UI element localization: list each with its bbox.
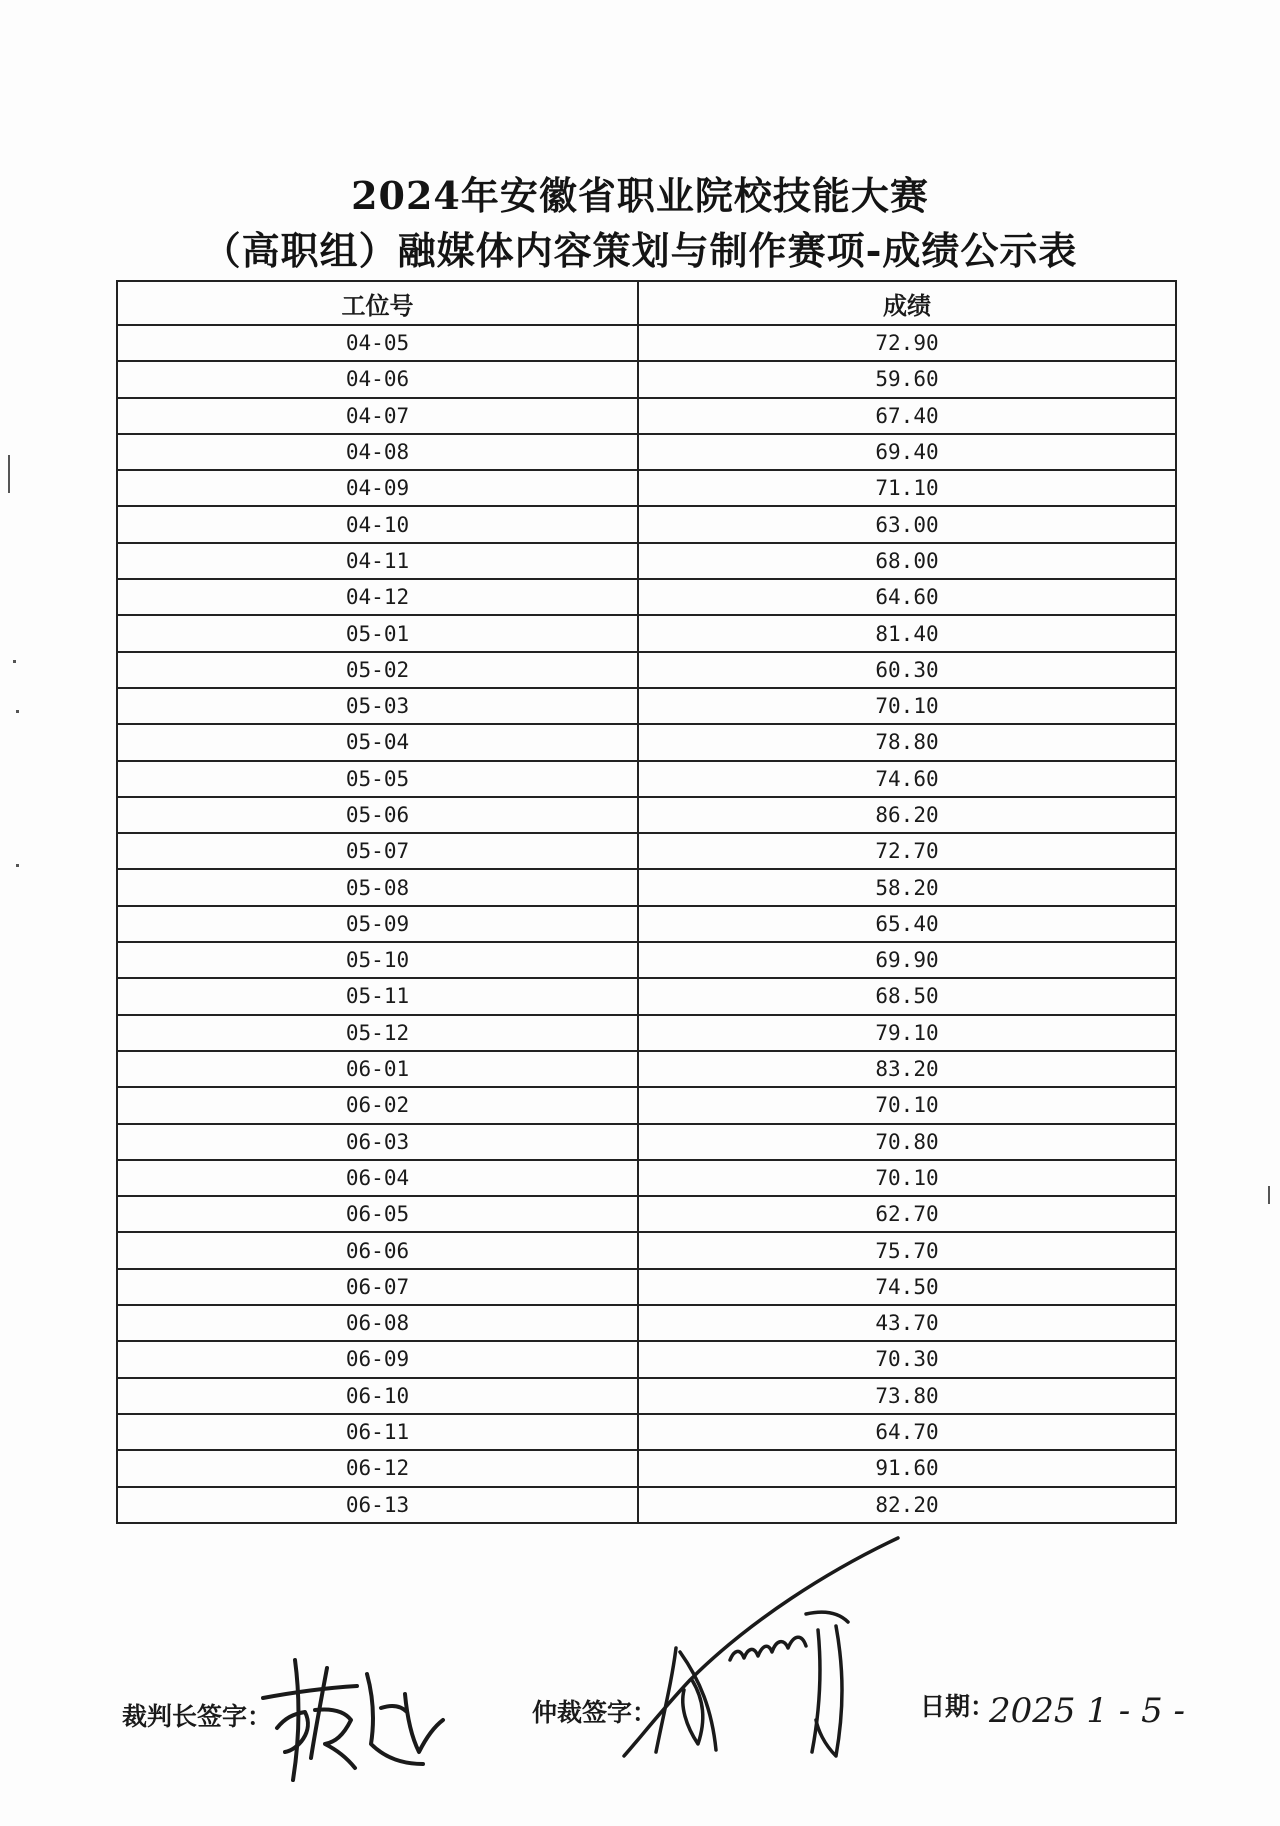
table-row — [117, 325, 1176, 361]
station-number-cell: 05-02 — [117, 652, 638, 688]
table-row — [117, 1305, 1176, 1341]
station-number-cell: 04-05 — [117, 325, 638, 361]
station-number-cell: 04-11 — [117, 543, 638, 579]
score-cell: 60.30 — [638, 652, 1176, 688]
score-cell: 74.50 — [638, 1269, 1176, 1305]
score-cell: 65.40 — [638, 906, 1176, 942]
score-cell: 91.60 — [638, 1450, 1176, 1486]
station-number-cell: 05-05 — [117, 761, 638, 797]
table-row — [117, 978, 1176, 1014]
table-body — [117, 325, 1176, 1523]
station-number-cell: 05-03 — [117, 688, 638, 724]
scan-artifact — [1268, 1186, 1270, 1204]
score-cell: 78.80 — [638, 724, 1176, 760]
station-number-cell: 06-08 — [117, 1305, 638, 1341]
score-cell: 75.70 — [638, 1232, 1176, 1268]
table-row — [117, 579, 1176, 615]
score-cell: 70.30 — [638, 1341, 1176, 1377]
score-cell: 71.10 — [638, 470, 1176, 506]
chief-judge-signature-label: 裁判长签字： — [122, 1702, 273, 1731]
date-label: 日期： — [920, 1692, 996, 1721]
table-row — [117, 906, 1176, 942]
station-number-cell: 06-06 — [117, 1232, 638, 1268]
scan-artifact — [16, 864, 19, 867]
station-number-cell: 05-08 — [117, 869, 638, 905]
station-number-cell: 05-09 — [117, 906, 638, 942]
station-number-cell: 04-07 — [117, 398, 638, 434]
table-row — [117, 1341, 1176, 1377]
table-row — [117, 615, 1176, 651]
score-cell: 62.70 — [638, 1196, 1176, 1232]
table-row — [117, 833, 1176, 869]
station-number-cell: 05-07 — [117, 833, 638, 869]
station-number-cell: 06-04 — [117, 1160, 638, 1196]
table-row — [117, 1269, 1176, 1305]
table-row — [117, 869, 1176, 905]
chief-judge-signature — [255, 1640, 455, 1790]
table-row — [117, 688, 1176, 724]
table-row — [117, 434, 1176, 470]
table-row — [117, 1051, 1176, 1087]
score-cell: 79.10 — [638, 1015, 1176, 1051]
station-number-cell: 06-10 — [117, 1378, 638, 1414]
scan-artifact — [13, 660, 16, 663]
table-row — [117, 1015, 1176, 1051]
score-cell: 70.80 — [638, 1124, 1176, 1160]
score-cell: 81.40 — [638, 615, 1176, 651]
station-number-cell: 06-13 — [117, 1487, 638, 1523]
table-header-row — [117, 281, 1176, 325]
score-cell: 69.90 — [638, 942, 1176, 978]
score-cell: 70.10 — [638, 688, 1176, 724]
scan-artifact — [8, 455, 10, 493]
table-row — [117, 1124, 1176, 1160]
table-row — [117, 1378, 1176, 1414]
table-row — [117, 797, 1176, 833]
station-number-cell: 06-02 — [117, 1087, 638, 1123]
table-row — [117, 1450, 1176, 1486]
station-number-cell: 06-05 — [117, 1196, 638, 1232]
column-header-station: 工位号 — [117, 281, 638, 325]
table-row — [117, 652, 1176, 688]
station-number-cell: 04-09 — [117, 470, 638, 506]
arbitrator-signature-label: 仲裁签字： — [532, 1698, 658, 1727]
table-row — [117, 942, 1176, 978]
score-cell: 70.10 — [638, 1087, 1176, 1123]
score-cell: 70.10 — [638, 1160, 1176, 1196]
table-row — [117, 1487, 1176, 1523]
station-number-cell: 06-09 — [117, 1341, 638, 1377]
handwritten-date — [985, 1670, 1195, 1740]
table-row — [117, 398, 1176, 434]
table-row — [117, 470, 1176, 506]
score-cell: 64.70 — [638, 1414, 1176, 1450]
score-cell: 67.40 — [638, 398, 1176, 434]
table-row — [117, 1196, 1176, 1232]
score-cell: 68.50 — [638, 978, 1176, 1014]
score-cell: 73.80 — [638, 1378, 1176, 1414]
table-row — [117, 506, 1176, 542]
score-cell: 63.00 — [638, 506, 1176, 542]
table-row — [117, 1160, 1176, 1196]
document-subtitle: （高职组）融媒体内容策划与制作赛项-成绩公示表 — [202, 228, 1078, 273]
station-number-cell: 05-06 — [117, 797, 638, 833]
table-row — [117, 1232, 1176, 1268]
station-number-cell: 06-03 — [117, 1124, 638, 1160]
station-number-cell: 06-01 — [117, 1051, 638, 1087]
table-row — [117, 1414, 1176, 1450]
table-row — [117, 724, 1176, 760]
station-number-cell: 05-12 — [117, 1015, 638, 1051]
score-cell: 72.70 — [638, 833, 1176, 869]
score-cell: 59.60 — [638, 361, 1176, 397]
table-row — [117, 1087, 1176, 1123]
score-cell: 64.60 — [638, 579, 1176, 615]
station-number-cell: 05-01 — [117, 615, 638, 651]
station-number-cell: 05-10 — [117, 942, 638, 978]
score-cell: 68.00 — [638, 543, 1176, 579]
station-number-cell: 04-12 — [117, 579, 638, 615]
score-cell: 74.60 — [638, 761, 1176, 797]
document-title: 2024年安徽省职业院校技能大赛 — [351, 173, 929, 218]
score-cell: 58.20 — [638, 869, 1176, 905]
score-cell: 82.20 — [638, 1487, 1176, 1523]
score-cell: 86.20 — [638, 797, 1176, 833]
station-number-cell: 04-06 — [117, 361, 638, 397]
station-number-cell: 05-04 — [117, 724, 638, 760]
station-number-cell: 06-12 — [117, 1450, 638, 1486]
station-number-cell: 04-08 — [117, 434, 638, 470]
station-number-cell: 04-10 — [117, 506, 638, 542]
station-number-cell: 06-07 — [117, 1269, 638, 1305]
score-cell: 72.90 — [638, 325, 1176, 361]
station-number-cell: 05-11 — [117, 978, 638, 1014]
station-number-cell: 06-11 — [117, 1414, 638, 1450]
table-row — [117, 361, 1176, 397]
score-cell: 69.40 — [638, 434, 1176, 470]
scan-artifact — [16, 710, 19, 713]
score-table — [116, 280, 1177, 1524]
table-row — [117, 761, 1176, 797]
score-cell: 83.20 — [638, 1051, 1176, 1087]
column-header-score: 成绩 — [638, 281, 1176, 325]
table-row — [117, 543, 1176, 579]
arbitrator-signature — [580, 1530, 910, 1760]
handwritten-date-text: 2025 1 - 5 - — [989, 1691, 1185, 1731]
score-cell: 43.70 — [638, 1305, 1176, 1341]
